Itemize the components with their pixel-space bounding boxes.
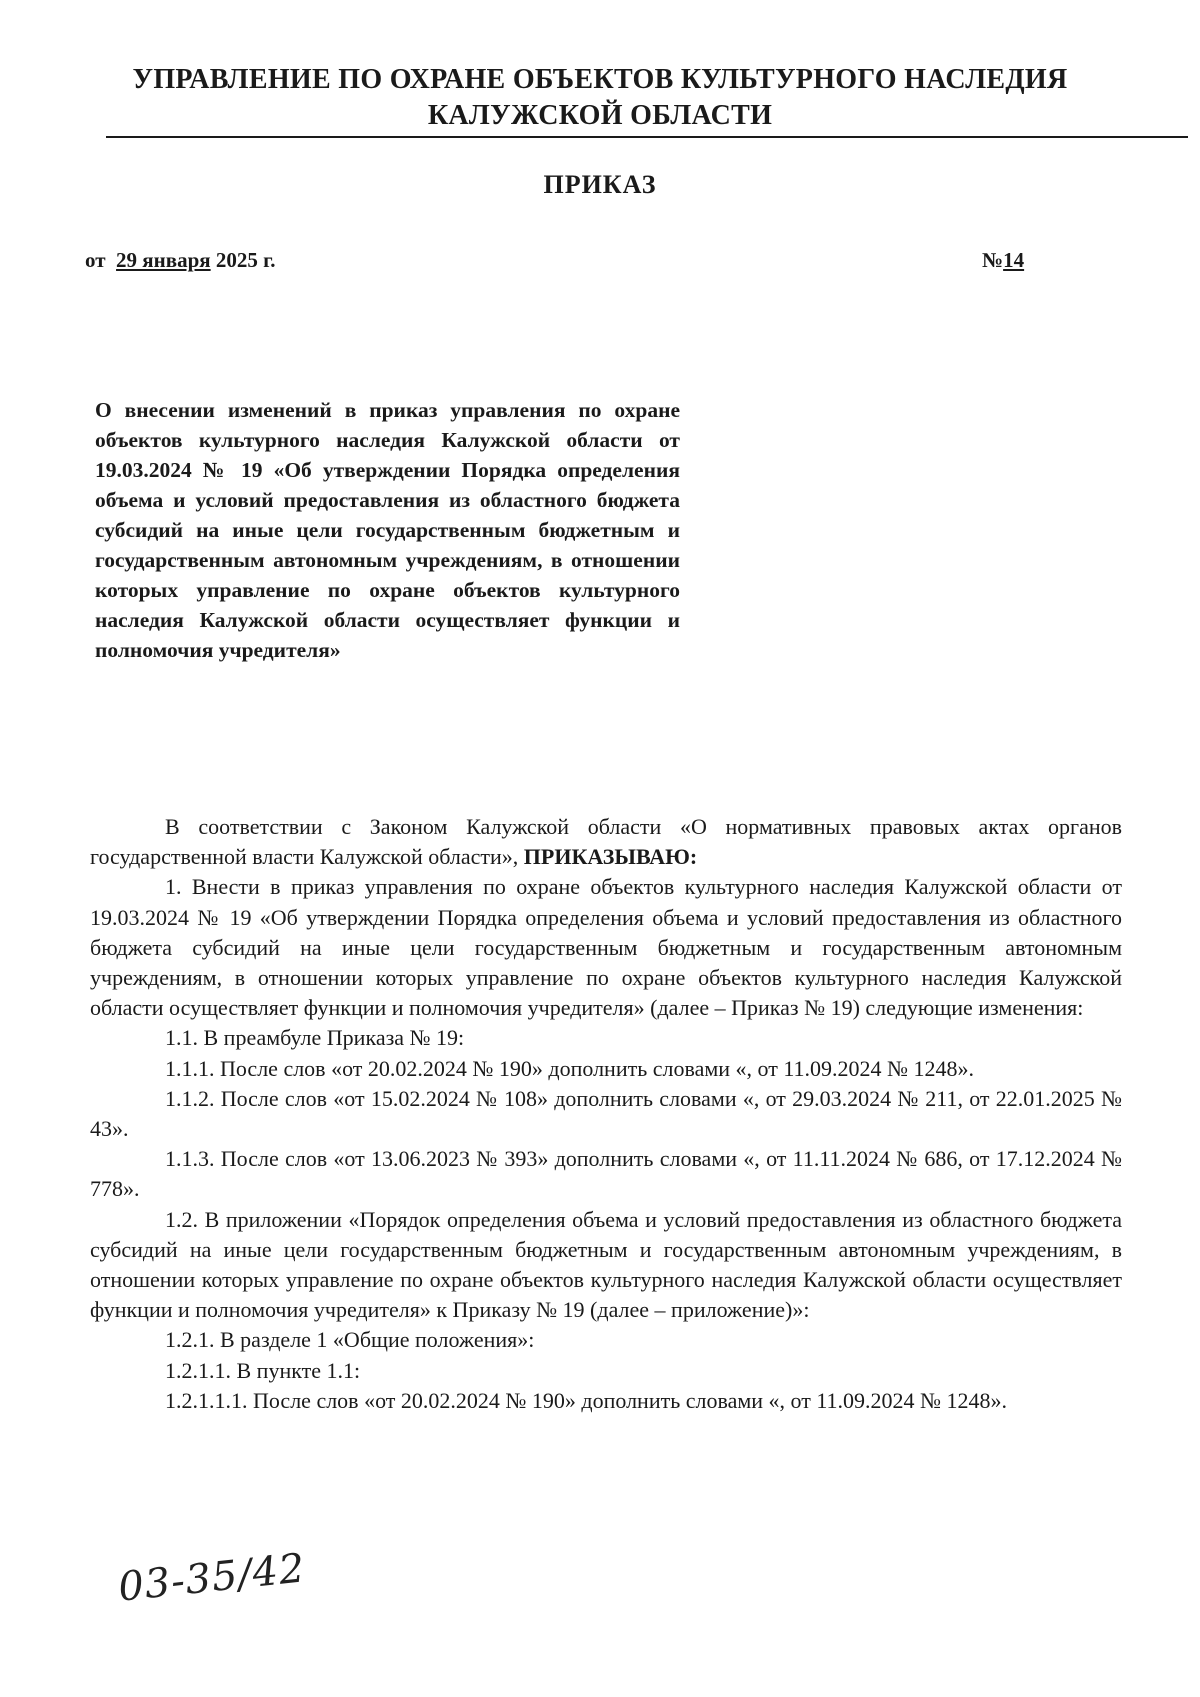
organization-name-line1: УПРАВЛЕНИЕ ПО ОХРАНЕ ОБЪЕКТОВ КУЛЬТУРНОГО НАСЛЕДИЯ: [132, 64, 1068, 95]
body-paragraph-1-1-1: 1.1.1. После слов «от 20.02.2024 № 190» дополнить словами «, от 11.09.2024 № 1248».: [165, 1055, 975, 1081]
body-paragraph-1-1-2: 1.1.2. После слов «от 15.02.2024 № 108» дополнить словами «, от 29.03.2024 № 211, от 22.01.2025 № 43».: [90, 1085, 1122, 1142]
handwritten-registration-note: 03-35/42: [116, 1545, 308, 1611]
document-type-title: ПРИКАЗ: [543, 170, 657, 199]
body-paragraph-1: 1. Внести в приказ управления по охране объектов культурного наследия Калужской области от 19.03.2024 № 19 «Об утверждении Порядка определения объема и условий предоставления из областного бюджета субсидий на иные цели государственным бюджетным и государственным автономным учреждениям, в отношении которых управление по охране объектов культурного наследия Калужской области осуществляет функции и полномочия учредителя» (далее – Приказ № 19) следующие изменения:: [90, 874, 1122, 1021]
date-day-month: 29 января: [116, 248, 211, 272]
preamble-paragraph: [90, 812, 1122, 872]
order-word: ПРИКАЗЫВАЮ:: [523, 844, 698, 870]
order-body: [90, 812, 1122, 1416]
number-value: 14: [1003, 248, 1025, 272]
date-prefix: от: [85, 248, 106, 272]
body-paragraph-1-2-1-1: 1.2.1.1. В пункте 1.1:: [165, 1357, 361, 1383]
date-year: 2025 г.: [215, 248, 276, 272]
order-number: [982, 248, 1024, 273]
preamble-text: В соответствии с Законом Калужской области «О нормативных правовых актах органов государственной власти Калужской области»,: [90, 814, 1122, 870]
order-subject: О внесении изменений в приказ управления по охране объектов культурного наследия Калужской области от 19.03.2024 № 19 «Об утверждении Порядка определения объема и условий предоставления из областного бюджета субсидий на иные цели государственным бюджетным и государственным автономным учреждениям, в отношении которых управление по охране объектов культурного наследия Калужской области осуществляет функции и полномочия учредителя»: [95, 398, 680, 662]
number-sign: №: [982, 248, 1004, 272]
body-paragraph-1-2-1: 1.2.1. В разделе 1 «Общие положения»:: [165, 1327, 535, 1353]
organization-header: [110, 62, 1090, 134]
order-date: [85, 248, 276, 273]
organization-name-line2: КАЛУЖСКОЙ ОБЛАСТИ: [427, 100, 773, 131]
body-paragraph-1-1: 1.1. В преамбуле Приказа № 19:: [165, 1025, 465, 1051]
header-divider: [106, 136, 1188, 138]
body-paragraph-1-2-1-1-1: 1.2.1.1.1. После слов «от 20.02.2024 № 190» дополнить словами «, от 11.09.2024 № 1248».: [165, 1387, 1008, 1413]
body-paragraph-1-2: 1.2. В приложении «Порядок определения объема и условий предоставления из областного бюджета субсидий на иные цели государственным бюджетным и государственным автономным учреждениям, в отношении которых управление по охране объектов культурного наследия Калужской области осуществляет функции и полномочия учредителя» к Приказу № 19 (далее – приложение)»:: [90, 1206, 1122, 1323]
body-paragraph-1-1-3: 1.1.3. После слов «от 13.06.2023 № 393» дополнить словами «, от 11.11.2024 № 686, от 17.12.2024 № 778».: [90, 1146, 1122, 1202]
